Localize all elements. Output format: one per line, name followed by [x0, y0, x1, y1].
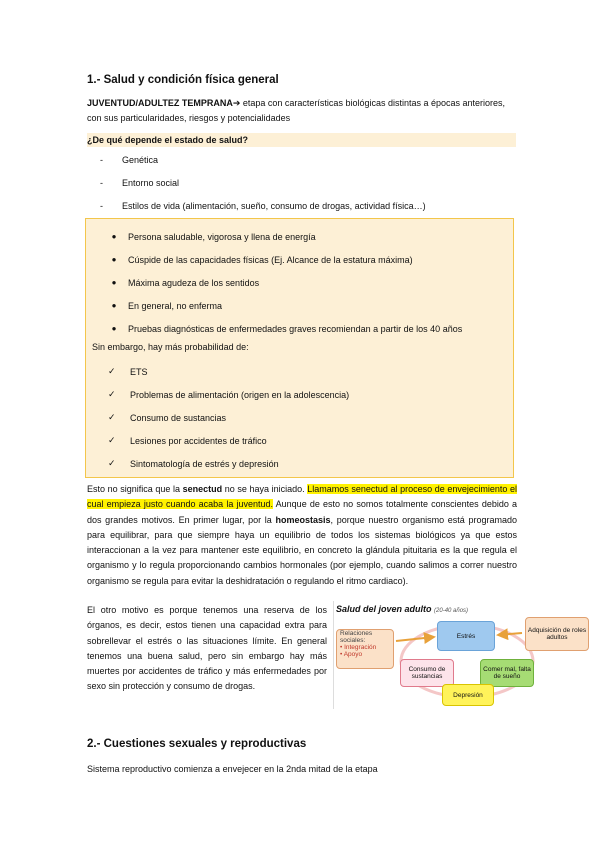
check-icon: ✓ [108, 389, 116, 399]
list-item: - Entorno social [100, 178, 426, 201]
list-item [108, 452, 349, 475]
section1-title: 1.- Salud y condición física general [87, 74, 279, 86]
list-item-text: Problemas de alimentación (origen en la adolescencia) [130, 389, 350, 400]
node-label: Comer mal, falta de sueño [483, 666, 531, 680]
diagram-node-consumo [400, 659, 454, 687]
diagram-node-adquisicion [525, 617, 589, 651]
list-item [108, 429, 349, 452]
diagram-title-text: Salud del joven adulto [336, 604, 432, 614]
list-item-text: Sintomatología de estrés y depresión [130, 458, 279, 469]
intro-paragraph [87, 96, 517, 126]
list-item-text: Estilos de vida (alimentación, sueño, consumo de drogas, actividad física…) [122, 201, 426, 211]
bullet-icon: ● [111, 255, 117, 264]
list-item [108, 383, 349, 406]
diagram-node-depresion [442, 684, 494, 706]
list-item-text: Cúspide de las capacidades físicas (Ej. Alcance de la estatura máxima) [128, 254, 413, 265]
list-item [100, 294, 462, 317]
section2-text: Sistema reproductivo comienza a envejecer en la 2nda mitad de la etapa [87, 764, 378, 774]
node-label: Depresión [453, 691, 483, 699]
intro-text: etapa con características biológicas distintas a épocas anteriores, con sus particularidades, riesgos y potencialidades [87, 98, 506, 123]
text-run: no se haya iniciado. [222, 484, 308, 494]
senectud-paragraph [87, 482, 517, 589]
diagram-node-estres [437, 621, 495, 651]
list-item [108, 406, 349, 429]
bullet-icon: ● [111, 278, 117, 287]
bullet-icon: ● [111, 232, 117, 241]
characteristics-list [100, 225, 462, 340]
list-item-text: Genética [122, 155, 159, 165]
text-run: , porque nuestro organismo está programado para equilibrar, para que siempre haya un equilibrio de todos los sistemas biológicos ya que estos interaccionan a la vez para mantener este equilibrio, en concreto la glándula pituitaria es la que regula el organismo y lo regula proporcionando cambios hormonales (por ejemplo, cuando salimos a correr nuestro organismo se regula para evitar la deshidratación o regulando el ritmo cardiaco). [87, 514, 517, 586]
bullet-icon: ● [111, 324, 117, 333]
list-item-text: Pruebas diagnósticas de enfermedades graves recomiendan a partir de los 40 años [128, 323, 463, 334]
list-item [108, 360, 349, 383]
node-label: • Integración [340, 644, 377, 651]
list-item: - Estilos de vida (alimentación, sueño, consumo de drogas, actividad física…) [100, 201, 426, 224]
diagram-node-comer [480, 659, 534, 687]
list-item-text: Máxima agudeza de los sentidos [128, 277, 260, 288]
list-item: - Genética [100, 155, 426, 178]
intro-bold: JUVENTUD/ADULTEZ TEMPRANA [87, 98, 233, 108]
list-item [100, 225, 462, 248]
node-label: Adquisición de roles adultos [527, 627, 587, 641]
check-icon: ✓ [108, 412, 116, 422]
risks-list [108, 360, 349, 475]
text-bold: senectud [182, 484, 223, 494]
list-item-text: Lesiones por accidentes de tráfico [130, 435, 267, 446]
node-label: Relaciones sociales: [340, 630, 373, 644]
list-item [100, 248, 462, 271]
node-label: Estrés [456, 632, 476, 640]
bullet-icon: ● [111, 301, 117, 310]
list-item-text: Consumo de sustancias [130, 412, 227, 423]
health-diagram [333, 601, 595, 709]
arrow-icon: ➔ [232, 98, 241, 108]
list-item [100, 271, 462, 294]
highlighted-definition: Llamamos senectud al proceso de envejecimiento el cual empieza justo cuando acaba la juventud. [87, 484, 518, 510]
sin-embargo-text: Sin embargo, hay más probabilidad de: [92, 342, 249, 352]
text-bold: homeostasis [275, 514, 331, 525]
text-run: Esto no significa que la [87, 484, 183, 494]
diagram-subtitle: (20-40 años) [434, 608, 469, 614]
section2-title: 2.- Cuestiones sexuales y reproductivas [87, 738, 307, 750]
list-item-text: Entorno social [122, 178, 180, 188]
diagram-node-relaciones [336, 629, 394, 669]
check-icon: ✓ [108, 366, 116, 376]
reserve-paragraph: El otro motivo es porque tenemos una reserva de los órganos, es decir, estos tienen una capacidad extra para sobrellevar el estrés o las situaciones límite. En general tenemos una buena salud, pero sin embargo hay más muertes por accidentes de tráfico y más enfermedades por sexo sin protección y consumo de drogas. [87, 605, 327, 692]
text-run: Aunque de esto no somos totalmente conscientes debido a dos grandes motivos. En primer lugar, por la [87, 499, 517, 525]
health-question: ¿De qué depende el estado de salud? [87, 133, 516, 147]
health-factors-list [100, 155, 426, 224]
list-item-text: Persona saludable, vigorosa y llena de energía [128, 231, 316, 242]
list-item-text: ETS [130, 366, 148, 377]
node-label: • Apoyo [340, 651, 363, 658]
list-item-text: En general, no enferma [128, 300, 223, 311]
list-item [100, 317, 462, 340]
node-label: Consumo de sustancias [408, 666, 446, 680]
check-icon: ✓ [108, 458, 116, 468]
check-icon: ✓ [108, 435, 116, 445]
